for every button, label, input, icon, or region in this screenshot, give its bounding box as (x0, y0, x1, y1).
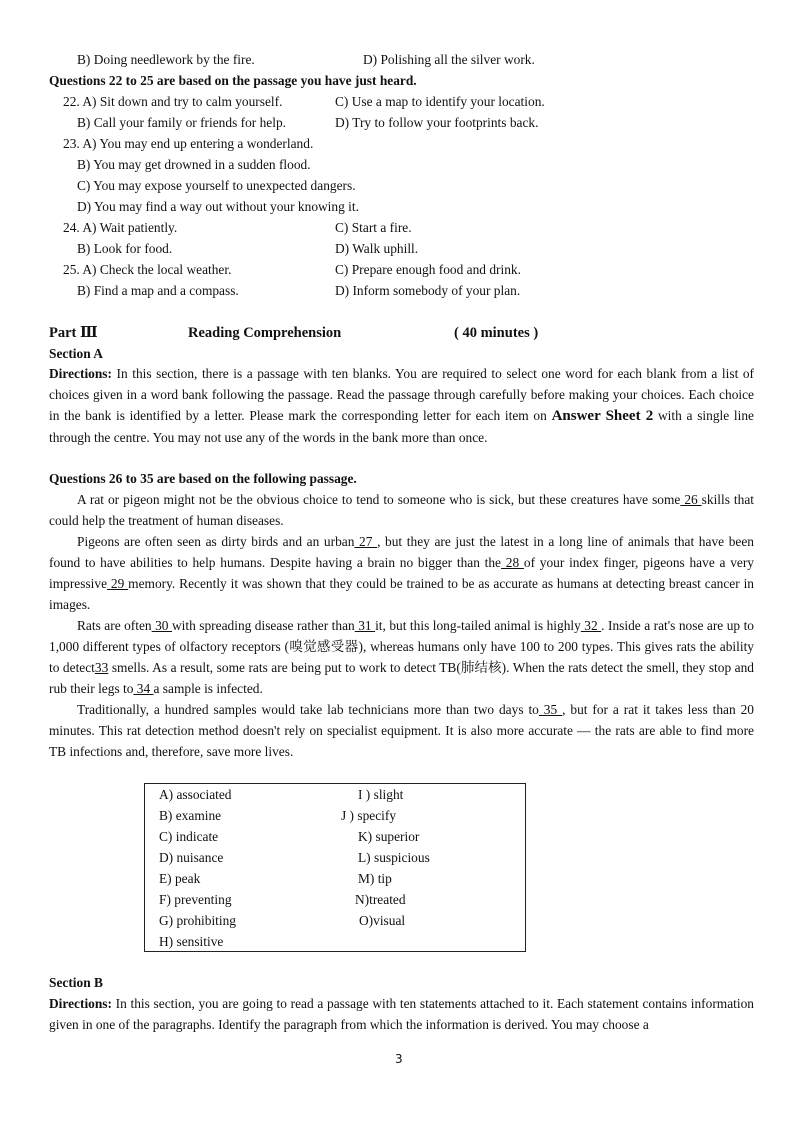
q23-option-d: D) You may find a way out without your knowing it. (77, 199, 359, 214)
blank-30: 30 (151, 618, 172, 633)
part-label: Part Ⅲ (49, 325, 98, 341)
section-b-heading: Section B (49, 975, 103, 990)
bank-item-d: D) nuisance (159, 850, 224, 865)
blank-31: 31 (354, 618, 376, 633)
passage-heading: Questions 26 to 35 are based on the following passage. (49, 471, 357, 486)
listening-heading: Questions 22 to 25 are based on the passage you have just heard. (49, 73, 417, 88)
passage (49, 489, 754, 762)
part-title: Reading Comprehension (188, 325, 342, 341)
blank-29: 29 (107, 576, 129, 591)
paragraph-3: Rats are often 30 with spreading disease rather than 31 it, but this long-tailed animal is highly 32 . Inside a rat's nose are up to 1,000 different types of olfactory receptors (嗅觉感受器), whereas humans only have 100 to 200 types. This gives rats the ability to detect33 smells. As a result, some rats are being put to work to detect TB(肺结核). When the rats detect the smell, they stop and rub their legs to 34 a sample is infected. (49, 618, 754, 696)
directions-tail: with a single line through the centre. You may not use any of the words in the bank more than once. (49, 408, 754, 445)
directions-text: In this section, there is a passage with ten blanks. You are required to select one word for each blank from a list of choices given in a word bank following the passage. Read the passage through carefully before making your choices. Each choice in the bank is identified by a letter. Please mark the corresponding letter for each item on (49, 366, 754, 423)
option-d-q21: D) Polishing all the silver work. (363, 52, 535, 67)
bank-item-l: L) suspicious (358, 850, 430, 865)
section-a-directions (49, 363, 754, 448)
bank-item-k: K) superior (358, 829, 420, 844)
bank-item-c: C) indicate (159, 829, 219, 844)
q23-option-b: B) You may get drowned in a sudden flood. (77, 157, 311, 172)
bank-item-i: I ) slight (358, 787, 404, 802)
bank-item-f: F) preventing (159, 892, 232, 907)
bank-item-n: N)treated (355, 892, 406, 907)
q25-option-d: D) Inform somebody of your plan. (335, 283, 521, 298)
blank-26: 26 (680, 492, 702, 507)
q23-option-a: 23. A) You may end up entering a wonderland. (63, 136, 314, 151)
option-b-q21: B) Doing needlework by the fire. (77, 52, 255, 67)
bank-item-g: G) prohibiting (159, 913, 236, 928)
q25-option-b: B) Find a map and a compass. (77, 283, 239, 298)
paragraph-2: Pigeons are often seen as dirty birds and an urban 27 , but they are just the latest in a long line of animals that have been found to have abilities to help humans. Despite having a brain no bigger than the 28 of your index finger, pigeons have a very impressive 29 memory. Recently it was shown that they could be trained to be as accurate as humans at detecting breast cancer in images. (49, 534, 755, 612)
answer-sheet-label: Answer Sheet 2 (551, 408, 654, 424)
directions-label: Directions: (49, 366, 112, 381)
blank-34: 34 (133, 681, 154, 696)
bank-item-h: H) sensitive (159, 934, 224, 949)
section-b-directions (49, 993, 754, 1035)
section-a-heading: Section A (49, 346, 103, 361)
q24-option-b: B) Look for food. (77, 241, 173, 256)
q22-option-d: D) Try to follow your footprints back. (335, 115, 539, 130)
q22-option-b: B) Call your family or friends for help. (77, 115, 286, 130)
word-bank (144, 783, 526, 952)
bank-item-j: J ) specify (341, 808, 397, 823)
bank-item-o: O)visual (359, 913, 406, 928)
blank-28: 28 (501, 555, 524, 570)
q22-option-a: 22. A) Sit down and try to calm yourself. (63, 94, 283, 109)
q22-option-c: C) Use a map to identify your location. (335, 94, 545, 109)
blank-32: 32 (580, 618, 602, 633)
q25-option-c: C) Prepare enough food and drink. (335, 262, 521, 277)
blank-27: 27 (354, 534, 378, 549)
q25-option-a: 25. A) Check the local weather. (63, 262, 232, 277)
section-b-directions-text: In this section, you are going to read a passage with ten statements attached to it. Each statement contains information given in one of the paragraphs. Identify the paragraph from which the information is derived. You may choose a (49, 996, 754, 1032)
bank-item-m: M) tip (358, 871, 392, 886)
bank-item-a: A) associated (159, 787, 232, 802)
blank-35: 35 (538, 702, 563, 717)
q24-option-a: 24. A) Wait patiently. (63, 220, 178, 235)
paragraph-1: A rat or pigeon might not be the obvious choice to tend to someone who is sick, but these creatures have some 26 skills that could help the treatment of human diseases. (49, 492, 754, 528)
q24-option-c: C) Start a fire. (335, 220, 412, 235)
q24-option-d: D) Walk uphill. (335, 241, 419, 256)
section-b-directions-label: Directions: (49, 996, 112, 1011)
bank-item-e: E) peak (159, 871, 201, 886)
part-time: ( 40 minutes ) (454, 325, 539, 341)
q23-option-c: C) You may expose yourself to unexpected dangers. (77, 178, 356, 193)
paragraph-4: Traditionally, a hundred samples would take lab technicians more than two days to 35 , but for a rat it takes less than 20 minutes. This rat detection method doesn't rely on specialist equipment. It is also more accurate — the rats are able to find more TB infections and, therefore, save more lives. (49, 702, 754, 759)
blank-33: 33 (94, 660, 109, 675)
page-number: 3 (395, 1052, 403, 1066)
bank-item-b: B) examine (159, 808, 222, 823)
